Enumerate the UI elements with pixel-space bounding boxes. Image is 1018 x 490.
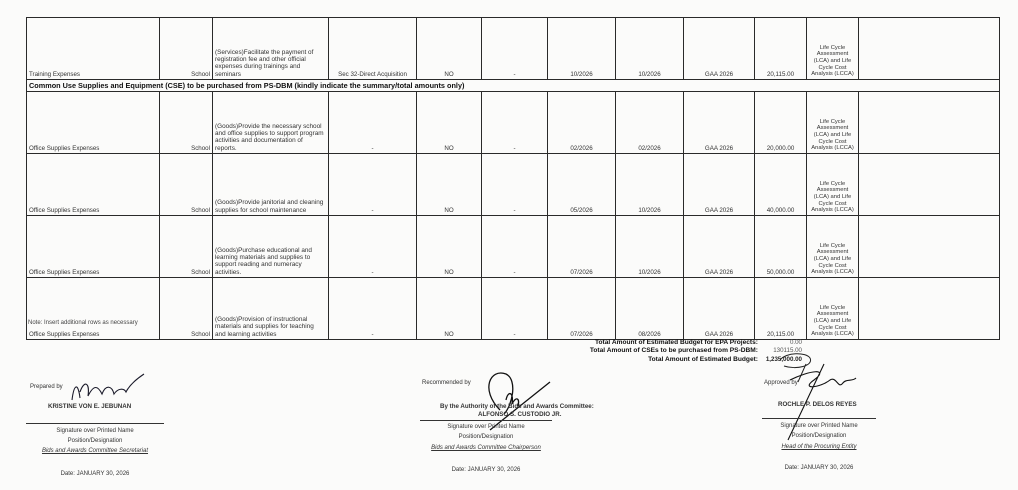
remarks-cell [859, 216, 1000, 278]
remarks-cell [859, 278, 1000, 340]
object-cell: Training Expenses [27, 18, 160, 80]
prepared-by-date: Date: JANUARY 30, 2026 [60, 471, 130, 477]
total-cse-row [560, 347, 802, 356]
approved-by-position-label: Position/Designation [791, 433, 847, 439]
start-date-cell: 02/2026 [548, 92, 616, 154]
source-of-funds-cell: - [482, 278, 548, 340]
procurement-mode-cell: - [329, 278, 417, 340]
description-cell: (Goods)Provide janitorial and cleaning supplies for school maintenance [213, 154, 329, 216]
description-cell: (Goods)Provide the necessary school and office supplies to support program activities and documentation of reports. [213, 92, 329, 154]
early-procurement-cell: NO [417, 92, 482, 154]
recommended-by-position-label: Position/Designation [458, 434, 514, 440]
fund-source-cell: GAA 2026 [684, 18, 755, 80]
early-procurement-cell: NO [417, 216, 482, 278]
recommended-by-block [400, 370, 640, 490]
fund-source-cell: GAA 2026 [684, 154, 755, 216]
estimated-budget-cell: 20,000.00 [755, 92, 807, 154]
start-date-cell: 10/2026 [548, 18, 616, 80]
recommended-by-caption: Signature over Printed Name [447, 424, 525, 430]
end-date-cell: 08/2026 [616, 278, 684, 340]
early-procurement-cell: NO [417, 154, 482, 216]
total-budget-value: 1,235,000.00 [765, 355, 802, 363]
end-user-cell: School [160, 278, 213, 340]
source-of-funds-cell: - [482, 154, 548, 216]
approved-by-block [740, 370, 940, 490]
start-date-cell: 05/2026 [548, 154, 616, 216]
description-cell: (Goods)Provision of instructional materials and supplies for teaching and learning activities [213, 278, 329, 340]
prepared-by-position: Bids and Awards Committee Secretariat [41, 448, 149, 454]
table-row [27, 216, 1000, 278]
object-cell: Office Supplies Expenses [27, 216, 160, 278]
start-date-cell: 07/2026 [548, 278, 616, 340]
total-budget-label: Total Amount of Estimated Budget: [648, 355, 758, 363]
estimated-budget-cell: 20,115.00 [755, 18, 807, 80]
source-of-funds-cell: - [482, 92, 548, 154]
criteria-cell: Life Cycle Assessment (LCA) and Life Cycle Cost Analysis (LCCA) [807, 92, 859, 154]
signature-icon [68, 374, 148, 404]
total-epa-value: 0.00 [789, 338, 802, 346]
end-user-cell: School [160, 216, 213, 278]
table-row [27, 154, 1000, 216]
object-cell: Office Supplies Expenses [27, 278, 160, 340]
criteria-cell: Life Cycle Assessment (LCA) and Life Cycle Cost Analysis (LCCA) [807, 216, 859, 278]
section-header-row [27, 80, 1000, 92]
recommended-by-position: Bids and Awards Committee Chairperson [431, 445, 541, 451]
start-date-cell: 07/2026 [548, 216, 616, 278]
estimated-budget-cell: 40,000.00 [755, 154, 807, 216]
total-epa-label: Total Amount of Estimated Budget for EPA Projects: [594, 338, 758, 346]
table-note: Note: Insert additional rows as necessary [28, 320, 138, 326]
approved-by-position: Head of the Procuring Entity [781, 444, 857, 450]
recommended-by-date: Date: JANUARY 30, 2026 [451, 467, 521, 473]
object-cell: Office Supplies Expenses [27, 92, 160, 154]
procurement-mode-cell: - [329, 154, 417, 216]
description-cell: (Services)Facilitate the payment of registration fee and other official expenses during trainings and seminars [213, 18, 329, 80]
estimated-budget-cell: 50,000.00 [755, 216, 807, 278]
remarks-cell [859, 154, 1000, 216]
table-row [27, 18, 1000, 80]
end-date-cell: 02/2026 [616, 92, 684, 154]
end-user-cell: School [160, 154, 213, 216]
fund-source-cell: GAA 2026 [684, 92, 755, 154]
early-procurement-cell: NO [417, 278, 482, 340]
section-header-label: Common Use Supplies and Equipment (CSE) to be purchased from PS-DBM (kindly indicate the summary/total amounts only) [27, 80, 1000, 92]
source-of-funds-cell: - [482, 18, 548, 80]
signature-line [762, 418, 876, 419]
end-date-cell: 10/2026 [616, 18, 684, 80]
totals-summary [560, 338, 802, 364]
prepared-by-name: KRISTINE VON E. JEBUNAN [48, 403, 132, 410]
criteria-cell: Life Cycle Assessment (LCA) and Life Cycle Cost Analysis (LCCA) [807, 18, 859, 80]
approved-by-caption: Signature over Printed Name [780, 423, 858, 429]
object-cell: Office Supplies Expenses [27, 154, 160, 216]
table-row [27, 278, 1000, 340]
criteria-cell: Life Cycle Assessment (LCA) and Life Cycle Cost Analysis (LCCA) [807, 154, 859, 216]
end-user-cell: School [160, 18, 213, 80]
signature-icon [470, 370, 560, 430]
procurement-mode-cell: - [329, 216, 417, 278]
recommended-by-authority: By the Authority of the Bids and Awards Committee: [440, 403, 594, 410]
total-cse-label: Total Amount of CSEs to be purchased from PS-DBM: [589, 347, 758, 355]
table-row [27, 92, 1000, 154]
signature-line [420, 420, 552, 421]
early-procurement-cell: NO [417, 18, 482, 80]
ppmp-table [26, 17, 1000, 340]
total-cse-value: 130115.00 [773, 347, 802, 355]
recommended-by-heading: Recommended by [422, 380, 471, 386]
estimated-budget-cell: 20,115.00 [755, 278, 807, 340]
criteria-cell: Life Cycle Assessment (LCA) and Life Cycle Cost Analysis (LCCA) [807, 278, 859, 340]
prepared-by-caption: Signature over Printed Name [56, 428, 134, 434]
end-date-cell: 10/2026 [616, 216, 684, 278]
total-budget-row [560, 355, 802, 364]
remarks-cell [859, 18, 1000, 80]
recommended-by-name: ALFONSO S. CUSTODIO JR. [478, 411, 562, 418]
prepared-by-heading: Prepared by [30, 384, 63, 390]
source-of-funds-cell: - [482, 216, 548, 278]
procurement-mode-cell: Sec 32-Direct Acquisition [329, 18, 417, 80]
signature-line [26, 423, 164, 424]
total-epa-row [560, 338, 802, 347]
prepared-by-block [0, 370, 240, 490]
fund-source-cell: GAA 2026 [684, 216, 755, 278]
approved-by-heading: Approved by [764, 380, 798, 386]
end-user-cell: School [160, 92, 213, 154]
prepared-by-position-label: Position/Designation [67, 438, 123, 444]
procurement-mode-cell: - [329, 92, 417, 154]
fund-source-cell: GAA 2026 [684, 278, 755, 340]
approved-by-name: ROCHLE P. DELOS REYES [778, 401, 857, 408]
remarks-cell [859, 92, 1000, 154]
description-cell: (Goods)Purchase educational and learning materials and supplies to support reading and numeracy activities. [213, 216, 329, 278]
approved-by-date: Date: JANUARY 30, 2026 [784, 465, 854, 471]
end-date-cell: 10/2026 [616, 154, 684, 216]
